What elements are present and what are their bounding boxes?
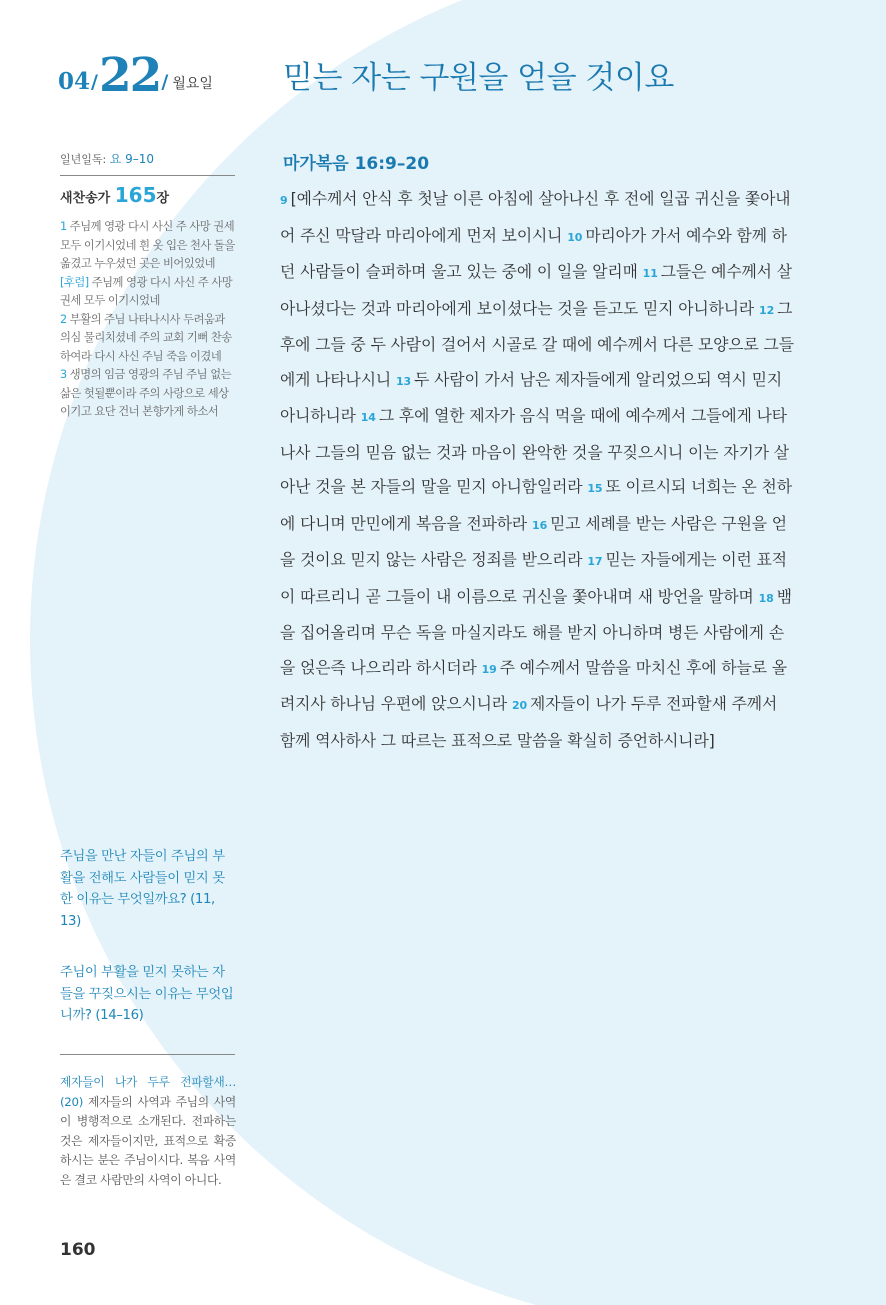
scripture-reference: 마가복음 16:9–20 [283,154,430,174]
date-slash: / [91,71,98,93]
question-text: 주님을 만난 자들이 주님의 부활을 전해도 사람들이 믿지 못한 이유는 무엇일까요? (11, 13) [60,849,225,929]
hymn-verse [60,218,236,274]
hymn-verse-number: [후렴] [60,275,89,289]
hymn-verse-number: 3 [60,368,67,381]
hymn-verse-text: 주님께 영광 다시 사신 주 사망 권세 모두 이기시었네 [60,275,233,307]
verse-number: 12 [759,303,775,317]
verse-number: 18 [758,591,774,605]
hymn-verse-number: 1 [60,220,67,233]
verse-number: 14 [360,411,376,424]
note-lead: 제자들이 나가 두루 전파할새…(20) [60,1075,236,1109]
hymn-verse-text: 생명의 임금 영광의 주님 주님 없는 삶은 헛될뿐이라 주의 사랑으로 세상 이기고 요단 건너 본향가게 하소서 [60,368,232,418]
verse-number: 19 [481,662,497,676]
verse-text: 제자들이 나가 두루 전파할새 주께서 함께 역사하사 그 따르는 표적으로 말씀을 확실히 증언하시니라] [280,694,778,750]
verse-number: 16 [532,518,548,532]
annual-reading [60,150,236,167]
divider [60,175,235,176]
annual-reading-ref: 요 9–10 [109,152,155,166]
hymn-verse-text: 부활의 주님 나타나시사 두려움과 의심 물리치셨네 주의 교회 기뻐 찬송하여라 다시 사신 주님 죽음 이겼네 [60,312,232,363]
verse-text: 두 사람이 가서 남은 제자들에게 알리었으되 역시 믿지 아니하니라 [280,369,783,425]
page-title: 믿는 자는 구원을 얻을 것이요 [283,60,674,96]
date-day: 22 [98,48,161,103]
date-weekday: 월요일 [172,76,213,92]
verse-number: 10 [567,230,583,244]
hymn-verse-number: 2 [60,312,67,326]
verse-text: [예수께서 안식 후 첫날 이른 아침에 살아나신 후 전에 일곱 귀신을 쫓아내어 주신 막달라 마리아에게 먼저 보이시니 [280,189,791,245]
verse-number: 11 [642,267,658,280]
commentary-note [60,1073,236,1190]
date-month: 04 [58,68,91,95]
hymn-label: 새찬송가 [60,191,111,206]
annual-reading-label: 일년일독: [60,153,107,166]
hymn-heading [60,183,236,207]
hymn-verse-text: 주님께 영광 다시 사신 주 사망 권세 모두 이기시었네 흰 옷 입은 천사 돌을 옮겼고 누우셨던 곳은 비어있었네 [60,220,235,270]
verse-text: 그 후에 열한 제자가 음식 먹을 때에 예수께서 그들에게 나타나사 그들의 믿음 없는 것과 마음이 완악한 것을 꾸짖으시니 이는 자기가 살아난 것을 본 자들의 말을 믿지 아니함일러라 [280,406,789,496]
date-slash-2: / [161,71,169,93]
hymn-lyrics [60,218,236,422]
verse-number: 17 [587,555,603,568]
verse-text: 믿는 자들에게는 이런 표적이 따르리니 곧 그들이 내 이름으로 귀신을 쫓아내며 새 방언을 말하며 [280,550,787,606]
note-text: 제자들의 사역과 주님의 사역이 병행적으로 소개된다. 전파하는 것은 제자들이지만, 표적으로 확증하시는 분은 주님이시다. 복음 사역은 결코 사람만의 사역이 아니다. [60,1094,236,1187]
verse-text: 그들은 예수께서 살아나셨다는 것과 마리아에게 보이셨다는 것을 듣고도 믿지 아니하니라 [280,262,792,318]
verse-text: 믿고 세례를 받는 사람은 구원을 얻을 것이요 믿지 않는 사람은 정죄를 받으리라 [280,513,787,569]
verse-number: 9 [280,194,288,207]
date-header [58,48,213,103]
verse-number: 20 [511,699,528,712]
page-number: 160 [60,1240,96,1260]
hymn-verse [60,311,236,367]
question-1 [60,846,236,932]
verse-text: 또 이르시되 너희는 온 천하에 다니며 만민에게 복음을 전파하라 [280,477,792,533]
hymn-suffix: 장 [156,191,170,206]
hymn-verse [60,366,236,422]
verse-text: 마리아가 가서 예수와 함께 하던 사람들이 슬퍼하며 울고 있는 중에 이 일을 알리매 [280,225,787,281]
hymn-verse [60,274,236,311]
scripture-text [280,182,796,758]
question-text: 주님이 부활을 믿지 못하는 자들을 꾸짖으시는 이유는 무엇입니까? (14–16) [60,965,234,1023]
verse-text: 뱀을 집어올리며 무슨 독을 마실지라도 해를 받지 아니하며 병든 사람에게 손을 얹은즉 나으리라 하시더라 [280,586,792,677]
verse-text: 주 예수께서 말씀을 마치신 후에 하늘로 올려지사 하나님 우편에 앉으시니라 [280,657,787,713]
verse-text: 그 후에 그들 중 두 사람이 걸어서 시골로 갈 때에 예수께서 다른 모양으로 그들에게 나타나시니 [280,298,794,389]
question-2 [60,962,236,1027]
verse-number: 15 [587,482,603,495]
verse-number: 13 [395,374,412,388]
divider [60,1054,235,1055]
hymn-number: 165 [114,183,157,207]
